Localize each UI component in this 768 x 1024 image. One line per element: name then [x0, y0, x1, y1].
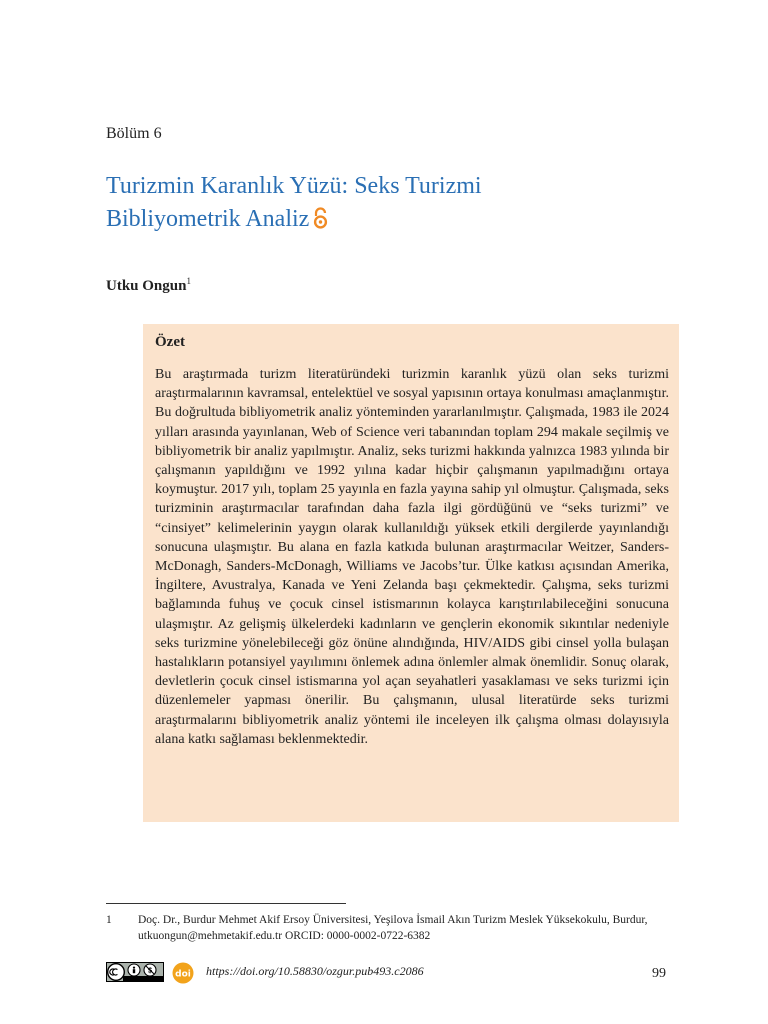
cc-by-nc-icon[interactable]	[106, 962, 164, 987]
chapter-label: Bölüm 6	[106, 125, 162, 142]
abstract-heading: Özet	[155, 334, 185, 350]
chapter-title	[106, 170, 666, 239]
abstract-text: Bu araştırmada turizm literatüründeki turizmin karanlık yüzü olan seks turizmi araştırmalarının kavramsal, entelektüel ve sosyal yapısının ortaya konulması amaçlanmıştır. Bu doğrultuda bibliyometrik analiz yönteminden yararlanılmıştır. Çalışmada, 1983 ile 2024 yılları arasında yayınlanan, Web of Science veri tabanından toplam 294 makale seçilmiş ve bibliyometrik bir analiz yapılmıştır. Analiz, seks turizmi hakkında yalnızca 1983 yılında bir çalışmanın yapıldığını ve 1992 yılına kadar hiçbir çalışmanın yapılmadığını ortaya koymuştur. 2017 yılı, toplam 25 yayınla en fazla yayına sahip yıl olmuştur. Çalışmada, seks turizminin araştırmacılar tarafından daha fazla ilgi gördüğünü ve “seks turizmi” ve “cinsiyet” kelimelerinin yaygın olarak kullanıldığı yüksek etkili dergilerde yayınlandığı sonucuna ulaşmıştır. Bu alana en fazla katkıda bulunan araştırmacılar Weitzer, Sanders-McDonagh, Sanders-McDonagh, Williams ve Jacobs’tur. Ülke katkısı açısından Amerika, İngiltere, Avustralya, Kanada ve Yeni Zelanda başı çekmektedir. Çalışma, seks turizmi bağlamında fuhuş ve çocuk cinsel istismarının kolayca karıştırılabileceğini sonucuna ulaşmıştır. Az gelişmiş ülkelerdeki kadınların ve gençlerin ekonomik sıkıntılar nedeniyle seks turizmine yönelebileceği göz önüne alındığında, HIV/AIDS gibi cinsel yolla bulaşan hastalıkların potansiyel yayılımını önlemek adına önlemler almak önemlidir. Sonuç olarak, devletlerin çocuk cinsel istismarına yol açan seyahatleri yasaklaması ve seks turizmi için düzenlemeler yapması önerilir. Bu çalışmanın, ulusal literatürde seks turizmi araştırmalarını bibliyometrik analiz yöntemi ile inceleyen ilk çalışma olması dolayısıyla alana katkı sağlaması beklenmektedir.	[155, 367, 669, 747]
doi-link[interactable]: https://doi.org/10.58830/ozgur.pub493.c2086	[206, 964, 424, 978]
doi-icon[interactable]	[172, 962, 198, 989]
chapter-title-line-2	[106, 203, 666, 239]
open-access-lock-icon	[313, 206, 328, 239]
chapter-title-line-1: Turizmin Karanlık Yüzü: Seks Turizmi	[106, 173, 482, 199]
page-number: 99	[652, 966, 666, 981]
abstract-box	[143, 324, 679, 822]
footnote	[106, 912, 672, 944]
svg-text:$: $	[147, 966, 153, 975]
footnote-text: Doç. Dr., Burdur Mehmet Akif Ersoy Üniversitesi, Yeşilova İsmail Akın Turizm Meslek Yüksekokulu, Burdur, utkuongun@mehmetakif.edu.tr ORCID: 0000-0002-0722-6382	[138, 914, 648, 942]
footnote-divider	[106, 903, 346, 904]
author-footnote-mark: 1	[186, 276, 191, 286]
doi-badge-label: doi	[175, 969, 191, 980]
author-name: Utku Ongun	[106, 278, 187, 294]
footnote-number: 1	[106, 914, 112, 926]
author	[106, 276, 191, 295]
chapter-title-line-2-text: Bibliyometrik Analiz	[106, 206, 310, 232]
